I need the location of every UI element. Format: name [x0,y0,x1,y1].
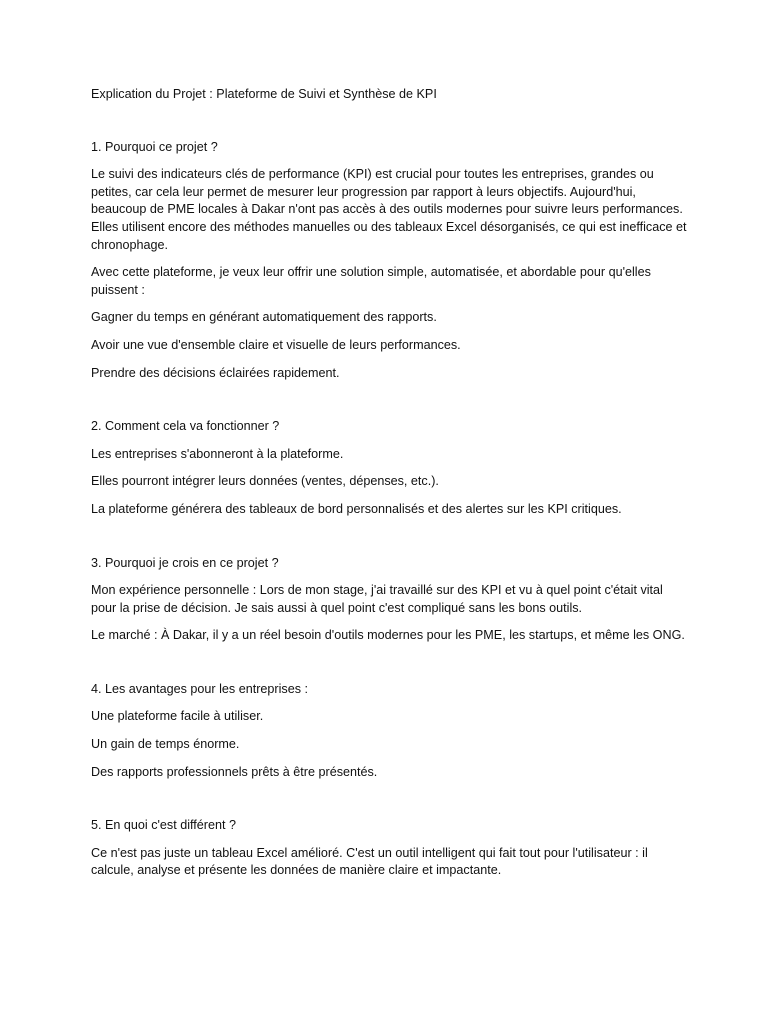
paragraph: Avoir une vue d'ensemble claire et visuelle de leurs performances. [91,337,461,352]
paragraph: Avec cette plateforme, je veux leur offrir une solution simple, automatisée, et abordable pour qu'elles puissent : [91,265,651,297]
paragraph: Ce n'est pas juste un tableau Excel amélioré. C'est un outil intelligent qui fait tout pour l'utilisateur : il calcule, analyse et présente les données de manière claire et impactante. [91,845,648,878]
section-heading: 2. Comment cela va fonctionner ? [91,419,280,434]
paragraph: Prendre des décisions éclairées rapidement. [91,365,340,380]
section-heading: 4. Les avantages pour les entreprises : [91,681,309,696]
paragraph: Une plateforme facile à utiliser. [91,709,264,724]
section-how-it-works [91,418,691,518]
document-page [91,86,691,890]
section-advantages [91,681,691,781]
paragraph: Des rapports professionnels prêts à être présentés. [91,764,378,779]
paragraph: Un gain de temps énorme. [91,737,240,752]
paragraph: Le marché : À Dakar, il y a un réel besoin d'outils modernes pour les PME, les startups, et même les ONG. [91,628,685,643]
paragraph: Gagner du temps en générant automatiquement des rapports. [91,310,437,325]
document-title: Explication du Projet : Plateforme de Suivi et Synthèse de KPI [91,87,437,101]
paragraph: Le suivi des indicateurs clés de performance (KPI) est crucial pour toutes les entreprises, grandes ou petites, car cela leur permet de mesurer leur progression par rapport à leurs objectifs. Aujourd'hui, beaucoup de PME locales à Dakar n'ont pas accès à des outils modernes pour suivre leurs performances. Elles utilisent encore des méthodes manuelles ou des tableaux Excel désorganisés, ce qui est inefficace et chronophage. [91,167,687,252]
section-why-believe [91,555,691,645]
section-differentiation [91,817,691,880]
section-heading: 1. Pourquoi ce projet ? [91,139,218,154]
section-heading: 3. Pourquoi je crois en ce projet ? [91,555,279,570]
paragraph: Les entreprises s'abonneront à la plateforme. [91,446,344,461]
paragraph: Elles pourront intégrer leurs données (ventes, dépenses, etc.). [91,474,439,489]
paragraph: La plateforme générera des tableaux de bord personnalisés et des alertes sur les KPI critiques. [91,501,622,516]
section-heading: 5. En quoi c'est différent ? [91,818,236,833]
paragraph: Mon expérience personnelle : Lors de mon stage, j'ai travaillé sur des KPI et vu à quel point c'était vital pour la prise de décision. Je sais aussi à quel point c'est compliqué sans les bons outils. [91,583,663,615]
section-why-project [91,139,691,383]
